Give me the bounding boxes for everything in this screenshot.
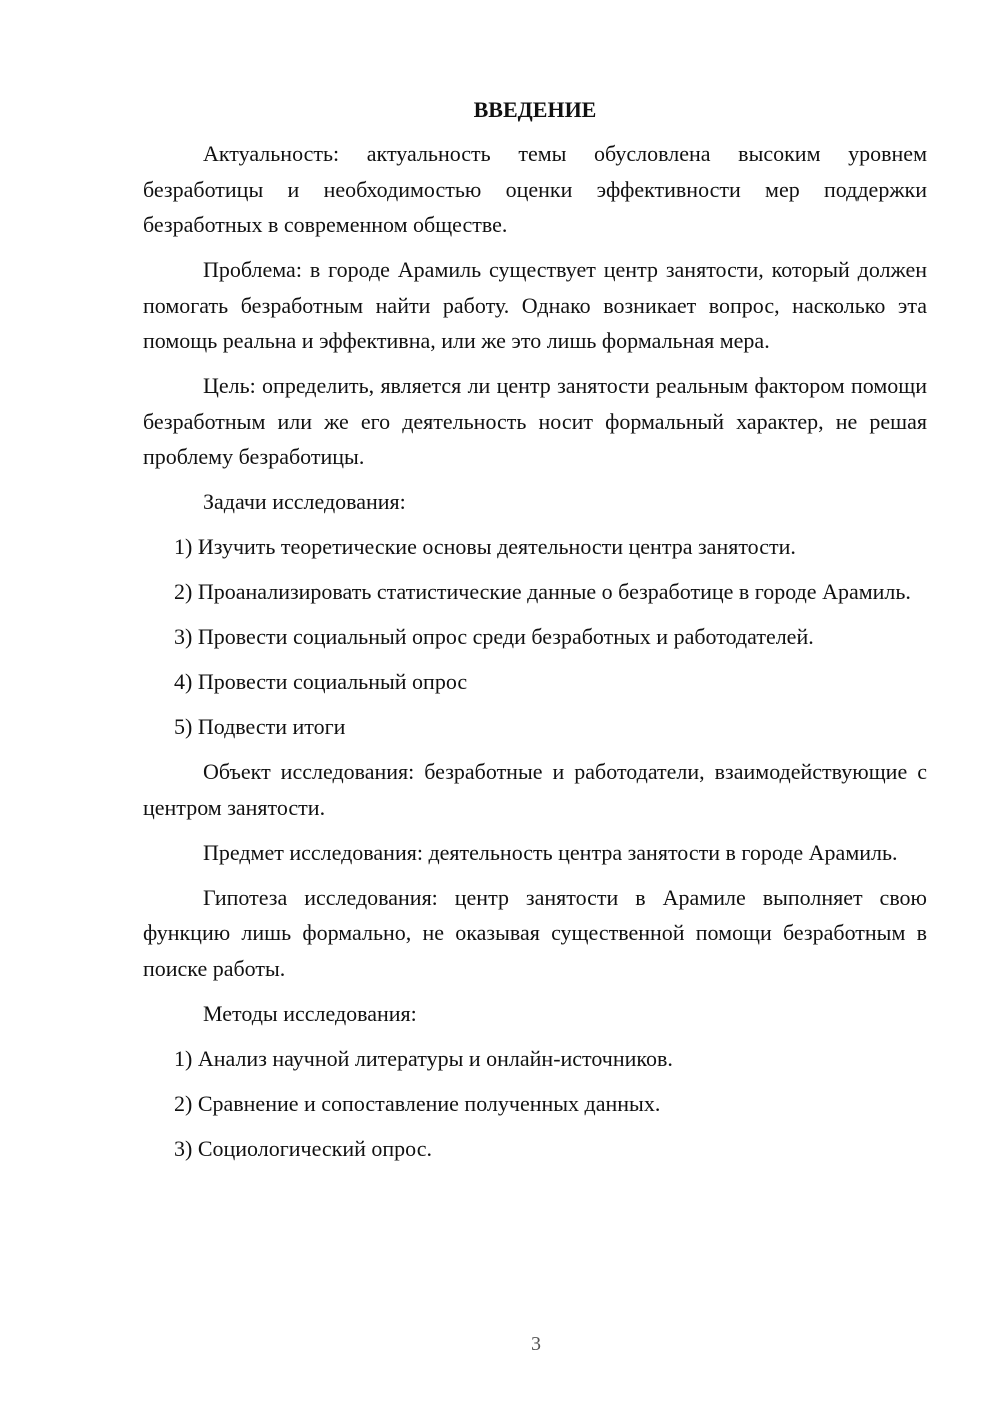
goal-paragraph: Цель: определить, является ли центр занятости реальным фактором помощи безработным или же его деятельность носит формальный характер, не решая проблему безработицы. — [143, 373, 927, 469]
task-item: 2) Проанализировать статистические данные о безработице в городе Арамиль. — [174, 579, 911, 604]
method-item: 1) Анализ научной литературы и онлайн-источников. — [174, 1045, 673, 1071]
problem-paragraph: Проблема: в городе Арамиль существует центр занятости, который должен помогать безработным найти работу. Однако возникает вопрос, насколько эта помощь реальна и эффективна, или же это лишь формальная мера. — [143, 257, 927, 353]
task-item: 3) Провести социальный опрос среди безработных и работодателей. — [174, 624, 814, 649]
section-heading: ВВЕДЕНИЕ — [473, 97, 597, 122]
page-number: 3 — [531, 1333, 541, 1355]
subject-paragraph: Предмет исследования: деятельность центра занятости в городе Арамиль. — [203, 839, 898, 865]
tasks-title: Задачи исследования: — [203, 489, 406, 514]
task-item: 5) Подвести итоги — [174, 714, 346, 739]
page-content — [143, 95, 927, 1176]
relevance-paragraph: Актуальность: актуальность темы обусловлена высоким уровнем безработицы и необходимостью оценки эффективности мер поддержки безработных в современном обществе. — [143, 141, 927, 237]
method-item: 3) Социологический опрос. — [174, 1135, 432, 1161]
method-item: 2) Сравнение и сопоставление полученных данных. — [174, 1090, 661, 1116]
methods-title: Методы исследования: — [203, 1000, 417, 1026]
hypothesis-paragraph: Гипотеза исследования: центр занятости в Арамиле выполняет свою функцию лишь формально, не оказывая существенной помощи безработным в поиске работы. — [143, 884, 927, 981]
task-item: 1) Изучить теоретические основы деятельности центра занятости. — [174, 534, 796, 559]
object-paragraph: Объект исследования: безработные и работодатели, взаимодействующие с центром занятости. — [143, 759, 927, 820]
task-item: 4) Провести социальный опрос — [174, 669, 468, 694]
